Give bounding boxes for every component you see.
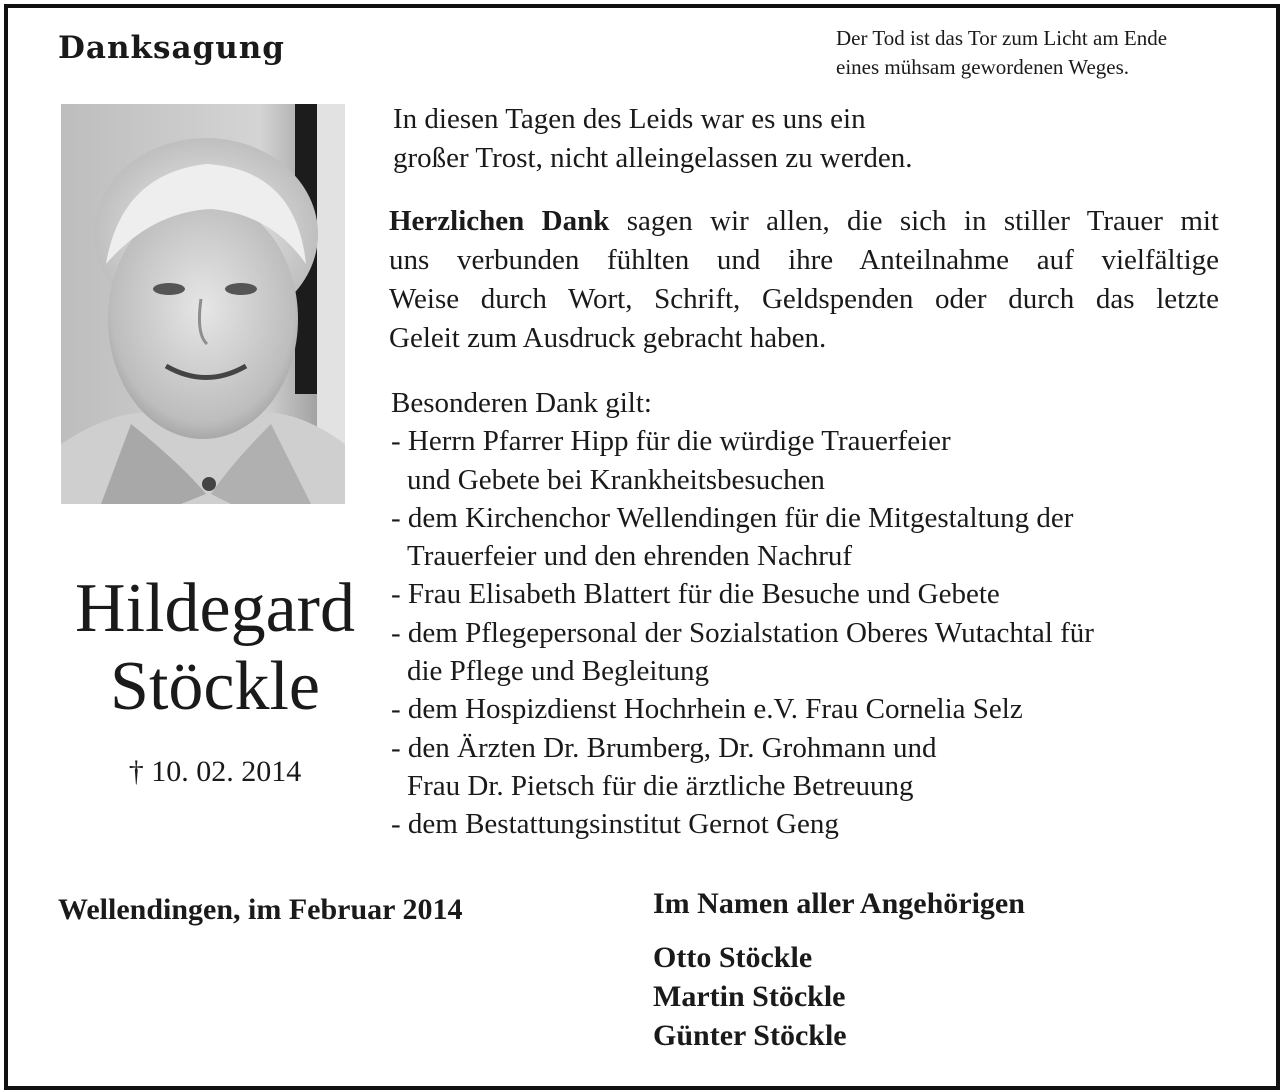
special-thanks-item-cont: Frau Dr. Pietsch für die ärztliche Betreuung [407,769,914,802]
special-thanks-item-cont: Trauerfeier und den ehrenden Nachruf [407,540,853,573]
special-thanks [391,384,1094,844]
deceased-first-name: Hildegard [75,570,355,647]
thanks-paragraph [389,202,1219,358]
special-thanks-item-cont: und Gebete bei Krankheitsbesuchen [407,463,825,496]
thanks-line: uns verbunden fühlten und ihre Anteilnahme auf vielfältige [389,244,1219,276]
special-thanks-title: Besonderen Dank gilt: [391,387,652,419]
place-date: Wellendingen, im Februar 2014 [58,893,463,926]
thanks-line-rest: sagen wir allen, die sich in stiller Trauer mit [609,205,1219,237]
motto-quote [836,24,1167,82]
special-thanks-item: - Herrn Pfarrer Hipp für die würdige Trauerfeier [391,425,951,458]
special-thanks-item: - dem Hospizdienst Hochrhein e.V. Frau Cornelia Selz [391,693,1023,726]
deceased-last-name: Stöckle [110,648,320,725]
special-thanks-item: - Frau Elisabeth Blattert für die Besuche und Gebete [391,578,1000,611]
motto-line: Der Tod ist das Tor zum Licht am Ende [836,26,1168,50]
signers-list [653,938,847,1055]
special-thanks-item: - dem Pflegepersonal der Sozialstation Oberes Wutachtal für [391,616,1094,649]
motto-line: eines mühsam gewordenen Weges. [836,55,1130,79]
signoff-line: Im Namen aller Angehörigen [653,887,1025,920]
thanks-line: Weise durch Wort, Schrift, Geldspenden oder durch das letzte [389,283,1219,315]
notice-heading: Danksagung [58,30,285,66]
portrait-photo [61,104,345,504]
death-date: † 10. 02. 2014 [128,755,302,788]
special-thanks-item: - dem Kirchenchor Wellendingen für die Mitgestaltung der [391,501,1074,534]
special-thanks-item: - dem Bestattungsinstitut Gernot Geng [391,808,839,841]
intro-line: In diesen Tagen des Leids war es uns ein [393,103,866,135]
signer-name: Otto Stöckle [653,941,813,974]
special-thanks-item: - den Ärzten Dr. Brumberg, Dr. Grohmann und [391,731,937,764]
portrait-image [61,104,345,504]
intro-line: großer Trost, nicht alleingelassen zu werden. [393,142,913,174]
thanks-line [389,202,1219,241]
signer-name: Günter Stöckle [653,1019,847,1052]
thanks-bold-lead: Herzlichen Dank [389,205,610,237]
special-thanks-item-cont: die Pflege und Begleitung [407,655,710,688]
thanks-line: Geleit zum Ausdruck gebracht haben. [389,322,827,354]
intro-text [393,100,912,178]
deceased-name [40,570,390,726]
signer-name: Martin Stöckle [653,980,846,1013]
